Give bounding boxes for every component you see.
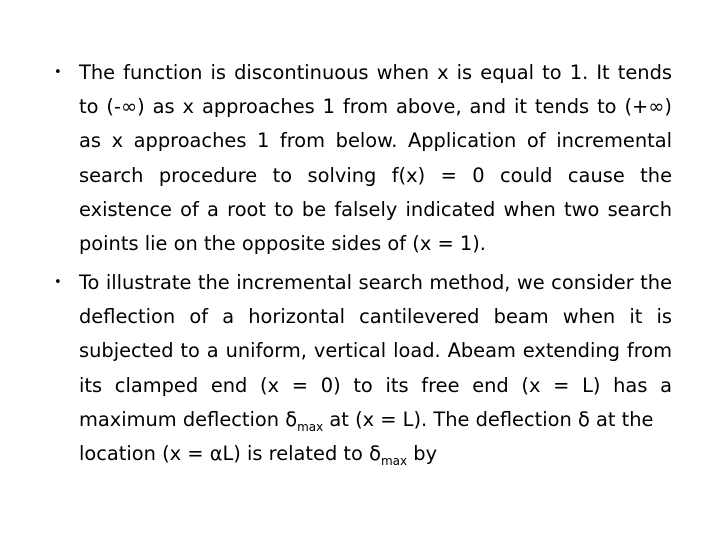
text-fragment: at (x = L). The deflection δ at the [323,407,654,431]
subscript-max: max [297,419,324,434]
subscript-max: max [380,453,408,468]
paragraph-line-max-deflection [79,407,672,445]
paragraph-line: deflection of a horizontal cantilevered beam when it is [79,305,672,329]
bullet-marker: • [54,275,62,290]
paragraph-line: existence of a root to be falsely indicated when two search [79,197,672,221]
paragraph-line: To illustrate the incremental search method, we consider the [79,271,672,294]
paragraph-line: search procedure to solving f(x) = 0 could cause the [79,163,672,187]
paragraph-line: to (-∞) as x approaches 1 from above, and it tends to (+∞) [79,95,672,119]
bullet-marker: • [54,65,62,80]
paragraph-line: its clamped end (x = 0) to its free end (x = L) has a [79,373,672,397]
paragraph-line-location [79,441,672,479]
text-fragment: maximum deflection δ [79,407,298,431]
bullet-paragraph [79,61,672,269]
paragraph-line: subjected to a uniform, vertical load. Abeam extending from [79,339,672,363]
paragraph-line: points lie on the opposite sides of (x = 1). [79,231,486,255]
text-fragment: by [407,441,438,465]
text-fragment: location (x = αL) is related to δ [79,441,381,465]
paragraph-line: The function is discontinuous when x is equal to 1. It tends [79,61,672,84]
bullet-paragraph [79,271,672,479]
paragraph-line: as x approaches 1 from below. Application of incremental [79,129,672,153]
